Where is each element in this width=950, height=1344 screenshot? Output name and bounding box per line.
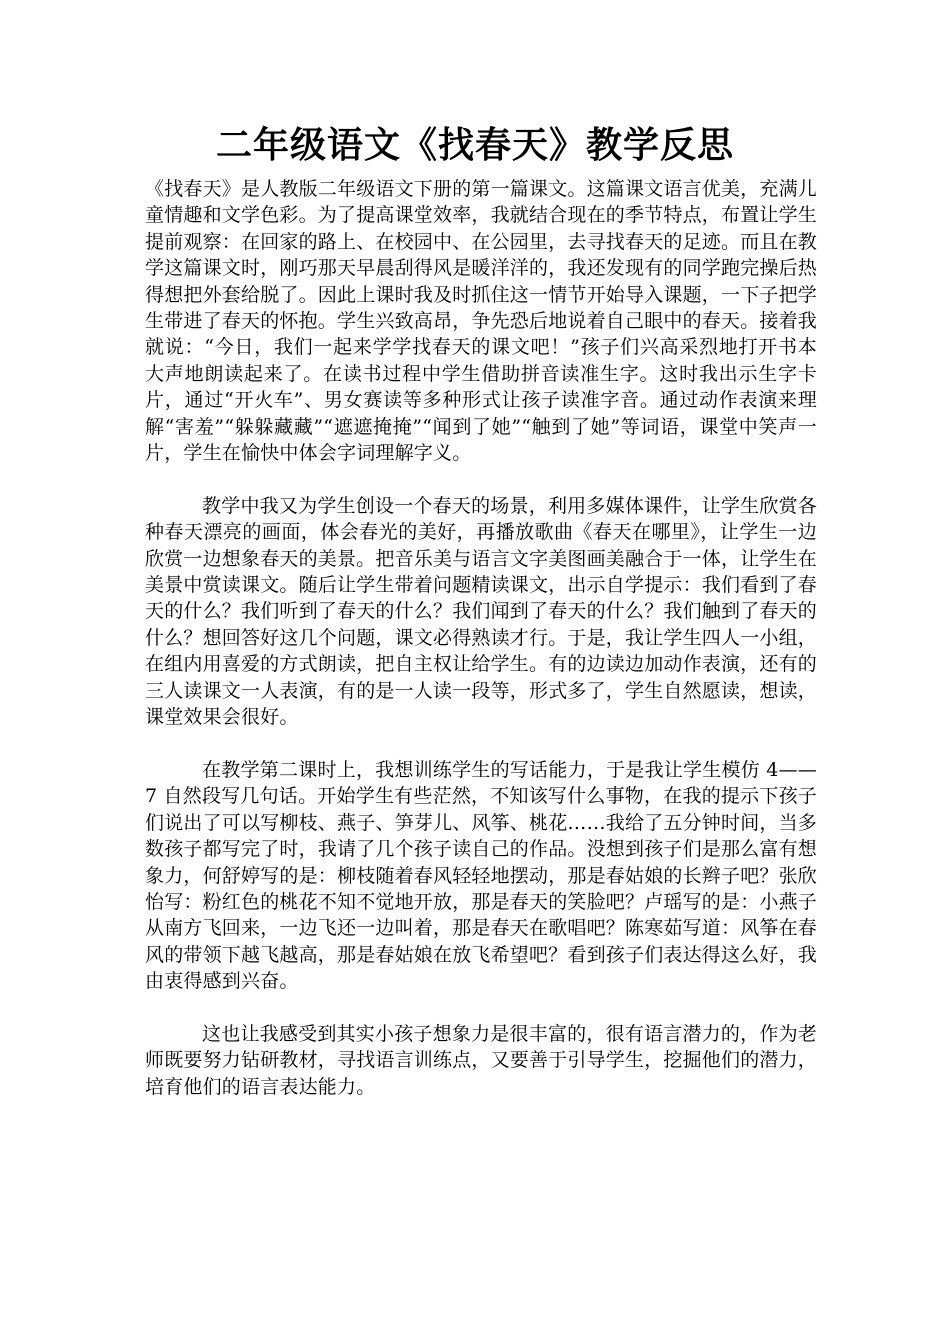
paragraph-4: 这也让我感受到其实小孩子想象力是很丰富的，很有语言潜力的，作为老师既要努力钻研教材，寻找语言训练点，又要善于引导学生，挖掘他们的潜力，培育他们的语言表达能力。 [145, 1022, 818, 1098]
paragraph-gap [145, 466, 817, 492]
paragraph-3: 在教学第二课时上，我想训练学生的写话能力，于是我让学生模仿 4——7 自然段写几句话。开始学生有些茫然，不知该写什么事物，在我的提示下孩子们说出了可以写柳枝、燕子、笋芽儿、风筝、桃花……我给了五分钟时间，当多数孩子都写完了时，我请了几个孩子读自己的作品。没想到孩子们是那么富有想象力，何舒婷写的是：柳枝随着春风轻轻地摆动，那是春姑娘的长辫子吧？张欣怡写：粉红色的桃花不知不觉地开放，那是春天的笑脸吧？卢瑶写的是：小燕子从南方飞回来，一边飞还一边叫着，那是春天在歌唱吧？陈寒茹写道：风筝在春风的带领下越飞越高，那是春姑娘在放飞希望吧？看到孩子们表达得这么好，我由衷得感到兴奋。 [145, 758, 818, 993]
paragraph-gap [145, 731, 817, 757]
paragraph-2: 教学中我又为学生创设一个春天的场景，利用多媒体课件，让学生欣赏各种春天漂亮的画面，体会春光的美好，再播放歌曲《春天在哪里》，让学生一边欣赏一边想象春天的美景。把音乐美与语言文字美图画美融合于一体，让学生在美景中赏读课文。随后让学生带着问题精读课文，出示自学提示：我们看到了春天的什么？我们听到了春天的什么？我们闻到了春天的什么？我们触到了春天的什么？想回答好这几个问题，课文必得熟读才行。于是，我让学生四人一小组，在组内用喜爱的方式朗读，把自主权让给学生。有的边读边加动作表演，还有的三人读课文一人表演，有的是一人读一段等，形式多了，学生自然愿读，想读，课堂效果会很好。 [145, 494, 818, 729]
paragraph-gap [145, 995, 817, 1021]
paragraph-1: 《找春天》是人教版二年级语文下册的第一篇课文。这篇课文语言优美，充满儿童情趣和文学色彩。为了提高课堂效率，我就结合现在的季节特点，布置让学生提前观察：在回家的路上、在校园中、在公园里，去寻找春天的足迹。而且在教学这篇课文时，刚巧那天早晨刮得风是暖洋洋的，我还发现有的同学跑完操后热得想把外套给脱了。因此上课时我及时抓住这一情节开始导入课题，一下子把学生带进了春天的怀抱。学生兴致高昂，争先恐后地说着自己眼中的春天。接着我就说：“今日，我们一起来学学找春天的课文吧！”孩子们兴高采烈地打开书本大声地朗读起来了。在读书过程中学生借助拼音读准生字。这时我出示生字卡片，通过“开火车”、男女赛读等多种形式让孩子读准字音。通过动作表演来理解“害羞”“躲躲藏藏”“遮遮掩掩”“闻到了她”“触到了她”等词语，课堂中笑声一片，学生在愉快中体会字词理解字义。 [145, 178, 818, 465]
document-body [145, 176, 817, 1100]
document-title: 二年级语文《找春天》教学反思 [215, 125, 734, 166]
